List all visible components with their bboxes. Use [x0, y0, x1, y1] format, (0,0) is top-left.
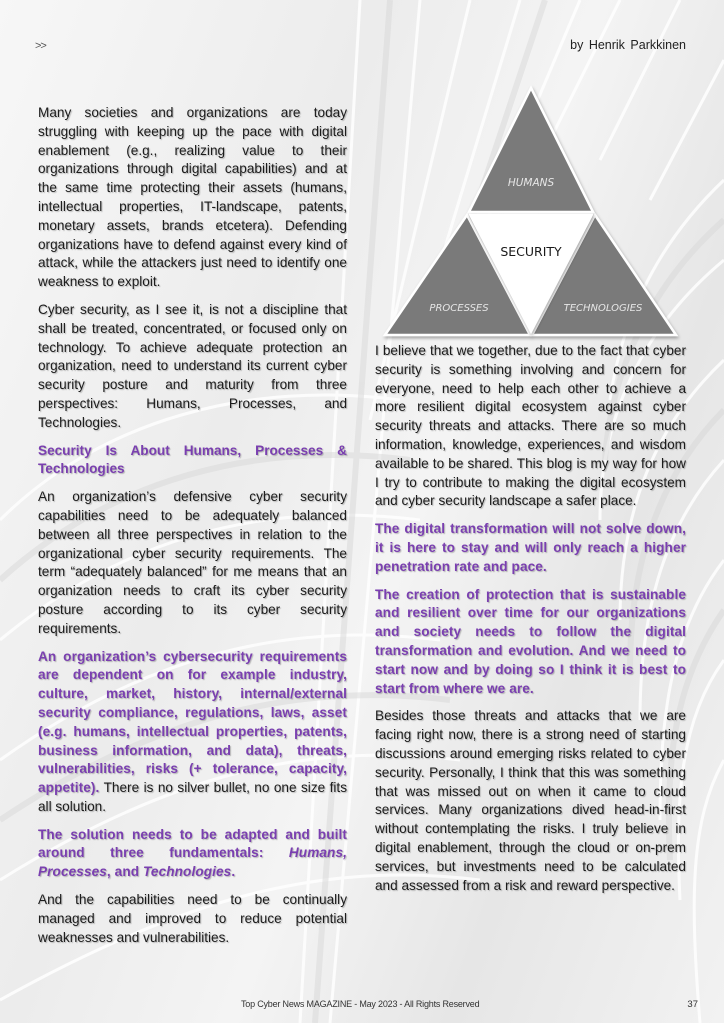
triangle-svg	[370, 80, 700, 342]
emerging-risks-paragraph: Besides those threats and attacks that we are facing right now, there is a strong need of starting discussions around emerging risks related to cyber security. Personally, I think that this was something that was missed out on when it came to cloud services. Many organizations dived head-in-first without contemplating the risks. I truly believe in digital enablement, through the cloud or on-prem services, but investments need to be calculated and assessed from a risk and reward perspective.	[375, 708, 686, 893]
author-byline: by Henrik Parkkinen	[570, 38, 686, 52]
right-column	[375, 342, 686, 904]
solution-end: .	[231, 864, 236, 880]
perspective-paragraph: Cyber security, as I see it, is not a discipline that shall be treated, concentrated, or focused only on technology. To achieve adequate protection an organization, need to understand its current cyber security posture and maturity from three perspectives: Humans, Processes, and Technologies.	[38, 301, 347, 430]
processes-label: PROCESSES	[429, 303, 489, 314]
security-label: SECURITY	[500, 244, 562, 259]
footer-copyright: Top Cyber News MAGAZINE - May 2023 - All Rights Reserved	[241, 999, 480, 1009]
requirements-tail: There is no silver bullet, no one size fits all solution.	[38, 780, 347, 814]
security-triangle-diagram	[370, 80, 700, 342]
section-heading: Security Is About Humans, Processes & Technologies	[38, 442, 347, 477]
page-number: 37	[687, 999, 698, 1010]
requirements-paragraph	[38, 648, 347, 817]
left-column	[38, 104, 347, 956]
capabilities-paragraph: And the capabilities need to be continually managed and improved to reduce potential weaknesses and vulnerabilities.	[38, 892, 347, 945]
solution-and: , and	[106, 864, 144, 880]
solution-lead: The solution needs to be adapted and built around three fundamentals:	[38, 826, 347, 861]
solution-technologies: Technologies	[143, 864, 232, 880]
balance-paragraph: An organization’s defensive cyber security capabilities need to be adequately balanced between all three perspectives in relation to the organizational cyber security requirements. The term “adequately balanced” for me means that an organization needs to craft its cyber security posture according to its cyber security requirements.	[38, 489, 347, 636]
humans-segment	[469, 88, 593, 212]
section-marker: >>	[35, 40, 46, 52]
protection-highlight: The creation of protection that is sustainable and resilient over time for our organizations and society needs to follow the digital transformation and evolution. And we need to start now and by doing so I think it is best to start from where we are.	[375, 586, 686, 696]
solution-processes: Processes	[38, 864, 107, 880]
together-paragraph: I believe that we together, due to the fact that cyber security is something involving and concern for everyone, need to help each other to achieve a more resilient digital ecosystem against cyber security threats and attacks. There are so much information, knowledge, experiences, and wisdom available to be shared. This blog is my way for how I try to contribute to making the digital ecosystem and cyber security landscape a safer place.	[375, 343, 686, 509]
solution-paragraph	[38, 826, 347, 882]
transformation-highlight: The digital transformation will not solve down, it is here to stay and will only reach a higher penetration rate and pace.	[375, 521, 686, 574]
requirements-highlight: An organization’s cybersecurity requirements are dependent on for example industry, culture, market, history, internal/external security compliance, regulations, laws, asset (e.g. humans, intellectual properties, patents, business information, and data), threats, vulnerabilities, risks (+ tolerance, capacity, appetite).	[38, 648, 347, 796]
technologies-label: TECHNOLOGIES	[563, 303, 643, 314]
solution-humans: Humans,	[288, 845, 347, 861]
intro-paragraph: Many societies and organizations are today struggling with keeping up the pace with digital enablement (e.g., realizing value to their organizations through digital capabilities) and at the same time protecting their assets (humans, intellectual properties, IT-landscape, patents, monetary assets, brands etcetera). Defending organizations have to defend against every kind of attack, while the attackers just need to identify one weakness to exploit.	[38, 105, 347, 290]
humans-label: HUMANS	[507, 177, 555, 189]
